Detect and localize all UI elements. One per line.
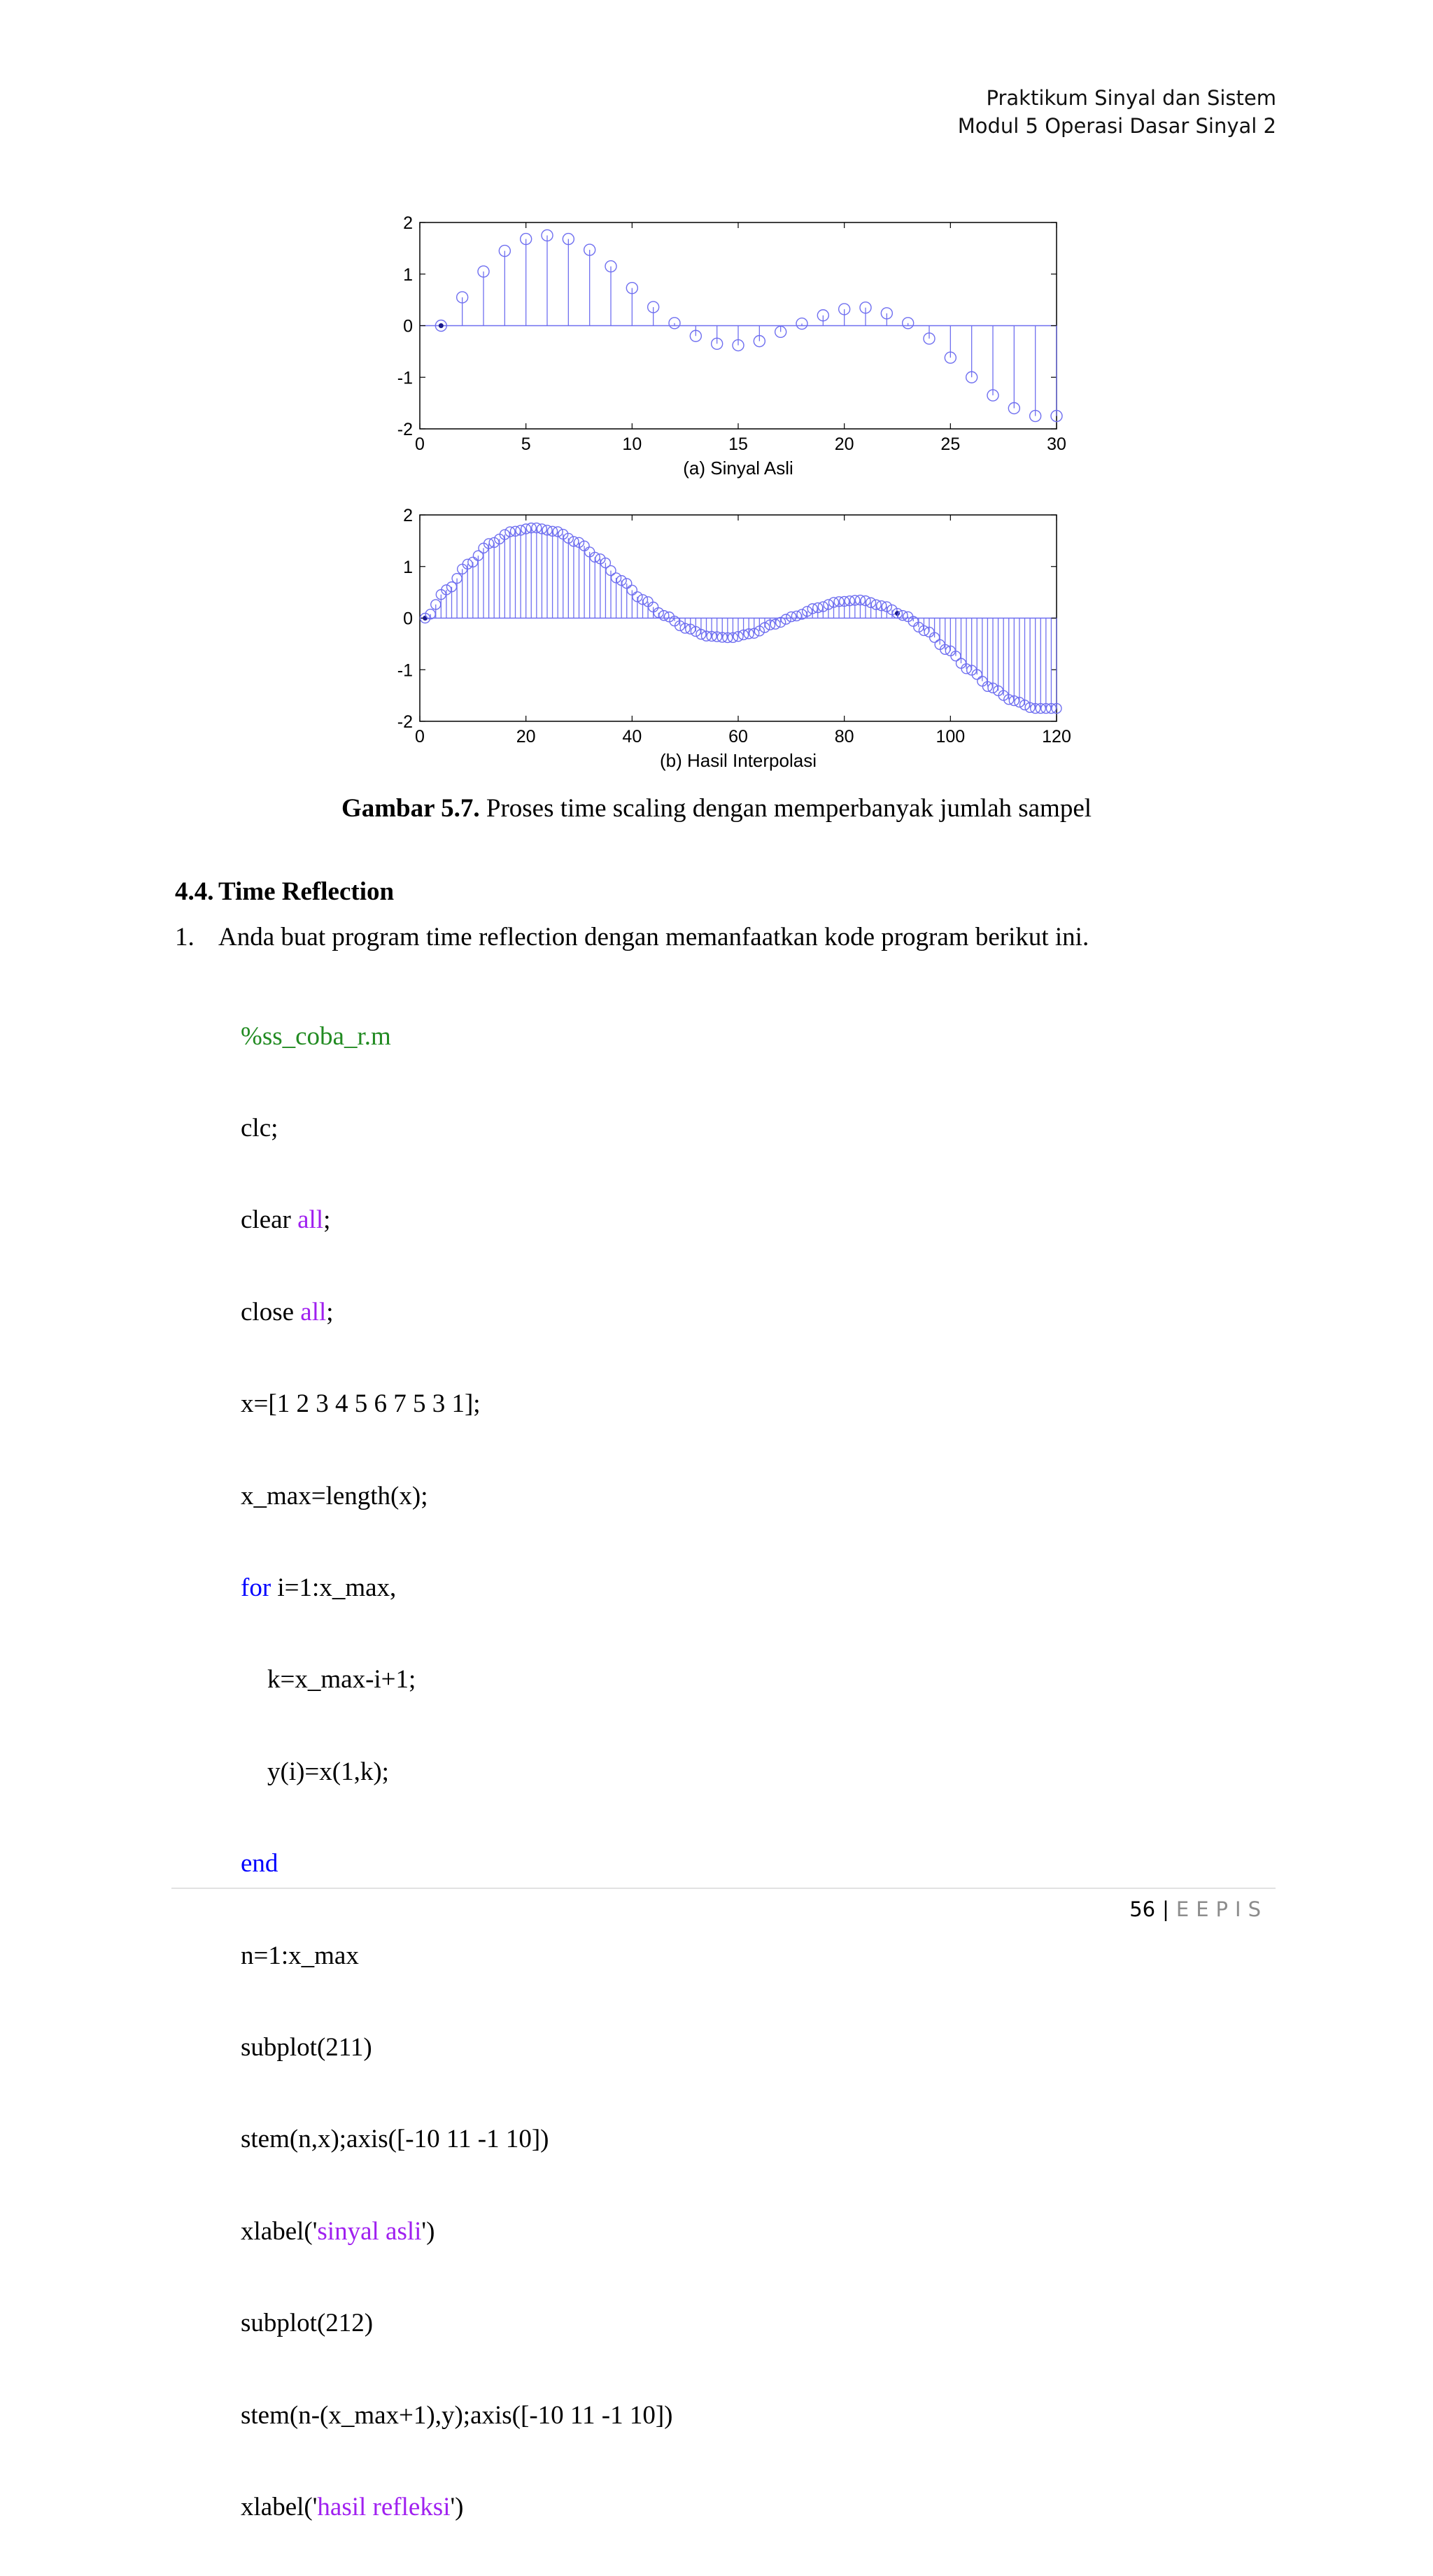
code-keyword: for	[241, 1573, 271, 1603]
code-text: x=[1 2 3 4 5 6 7 5 3 1];	[241, 1389, 481, 1419]
code-line	[241, 1933, 673, 1979]
code-line	[241, 2025, 673, 2071]
code-line	[241, 1105, 673, 1152]
code-line	[241, 1289, 673, 1336]
footer-divider	[171, 1888, 1276, 1889]
figure-caption	[0, 793, 1433, 823]
code-line	[241, 2484, 673, 2531]
code-line	[241, 2393, 673, 2439]
x-tick-label: 0	[415, 727, 425, 746]
code-arg: all	[300, 1297, 327, 1326]
code-text: ')	[421, 2216, 435, 2246]
code-string: sinyal asli	[317, 2216, 422, 2246]
header-title: Praktikum Sinyal dan Sistem	[986, 86, 1276, 110]
figure-stem-plots	[364, 203, 1106, 784]
code-text: clear	[241, 1205, 298, 1235]
footer-separator: |	[1162, 1897, 1169, 1921]
section-number: 4.4.	[175, 877, 214, 906]
code-keyword: end	[241, 1849, 278, 1878]
caption-text: Proses time scaling dengan memperbanyak jumlah sampel	[479, 794, 1092, 823]
y-tick-label: 0	[403, 316, 413, 337]
footer-brand: EEPIS	[1176, 1897, 1268, 1921]
section-heading	[175, 877, 394, 907]
code-text: ;	[326, 1297, 334, 1326]
x-tick-label: 40	[622, 727, 642, 746]
y-tick-label: -2	[397, 712, 413, 732]
code-line	[241, 1473, 673, 1520]
code-text: ;	[323, 1205, 331, 1235]
x-tick-label: 20	[516, 727, 536, 746]
header-subtitle: Modul 5 Operasi Dasar Sinyal 2	[957, 114, 1276, 138]
x-tick-label: 15	[728, 434, 748, 454]
y-tick-label: 1	[403, 264, 413, 285]
y-tick-label: -1	[397, 660, 413, 681]
code-text: close	[241, 1297, 301, 1326]
code-line	[241, 1841, 673, 1887]
code-line	[241, 1381, 673, 1427]
code-comment: %ss_coba_r.m	[241, 1021, 391, 1051]
x-tick-label: 80	[834, 727, 854, 746]
code-line	[241, 1565, 673, 1611]
x-tick-label: 10	[622, 434, 642, 454]
code-text: stem(n-(x_max+1),y);axis([-10 11 -1 10])	[241, 2400, 673, 2430]
x-tick-label: 5	[521, 434, 531, 454]
x-tick-label: 25	[940, 434, 961, 454]
y-tick-label: 2	[403, 213, 413, 233]
stem-marker-filled	[439, 323, 444, 328]
list-text: Anda buat program time reflection dengan memanfaatkan kode program berikut ini.	[218, 923, 1089, 951]
code-line	[241, 1197, 673, 1243]
code-text: x_max=length(x);	[241, 1481, 428, 1510]
code-text: ')	[450, 2492, 464, 2521]
code-line	[241, 2300, 673, 2347]
code-line	[241, 1657, 673, 1703]
caption-label: Gambar 5.7.	[341, 794, 480, 823]
code-line	[241, 1014, 673, 1060]
list-marker: 1.	[175, 923, 195, 951]
code-text: xlabel('	[241, 2492, 318, 2521]
code-text: k=x_max-i+1;	[267, 1665, 416, 1694]
code-line	[241, 1749, 673, 1795]
x-tick-label: 60	[728, 727, 748, 746]
y-tick-label: -2	[397, 420, 413, 439]
section-title: Time Reflection	[218, 877, 395, 906]
y-tick-label: 1	[403, 557, 413, 577]
x-tick-label: 120	[1042, 727, 1071, 746]
page-footer	[1129, 1897, 1268, 1921]
x-axis-label: (a) Sinyal Asli	[683, 458, 793, 479]
page-header	[958, 84, 1276, 140]
code-text: n=1:x_max	[241, 1941, 359, 1970]
code-string: hasil refleksi	[317, 2492, 451, 2521]
x-tick-label: 20	[834, 434, 854, 454]
page-number: 56	[1129, 1897, 1156, 1921]
code-text: subplot(211)	[241, 2033, 372, 2062]
code-text: stem(n,x);axis([-10 11 -1 10])	[241, 2125, 549, 2154]
code-text: i=1:x_max,	[271, 1573, 397, 1603]
x-tick-label: 0	[415, 434, 425, 454]
code-text: xlabel('	[241, 2216, 318, 2246]
code-text: y(i)=x(1,k);	[267, 1757, 389, 1786]
y-tick-label: 0	[403, 609, 413, 629]
code-text: clc;	[241, 1114, 278, 1143]
y-tick-label: 2	[403, 506, 413, 525]
code-arg: all	[297, 1205, 324, 1235]
list-item	[175, 922, 1089, 952]
x-tick-label: 30	[1047, 434, 1066, 454]
x-tick-label: 100	[936, 727, 966, 746]
code-line	[241, 2209, 673, 2255]
y-tick-label: -1	[397, 368, 413, 388]
stem-marker	[796, 318, 807, 330]
code-text: subplot(212)	[241, 2309, 374, 2338]
code-block	[241, 968, 673, 2576]
x-axis-label: (b) Hasil Interpolasi	[660, 750, 817, 771]
code-line	[241, 2116, 673, 2163]
